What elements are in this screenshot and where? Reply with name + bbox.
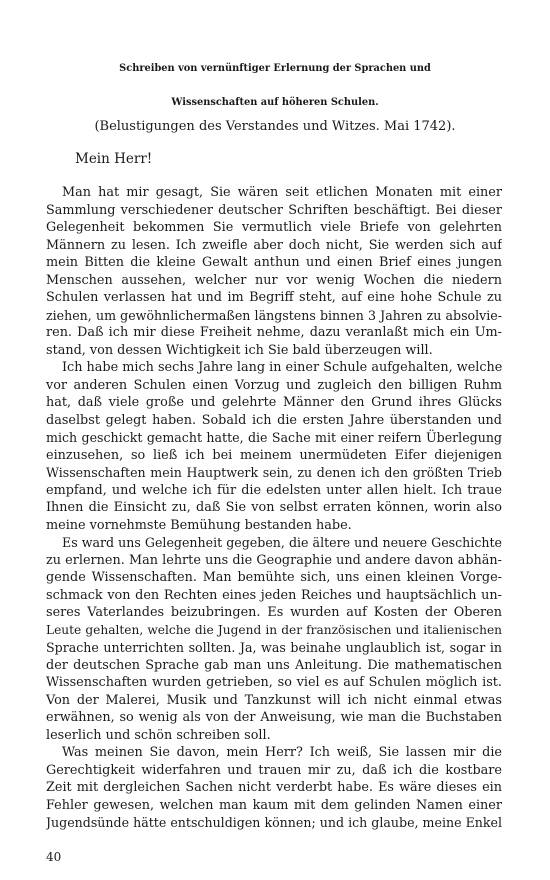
chapter-title-line-2: Wissenschaften auf höheren Schulen. xyxy=(171,97,379,108)
text-line: Menschen aussehen, welcher nur vor wenig Wochen die niedern xyxy=(46,272,502,288)
text-line: meine vornehmste Bemühung bestanden habe. xyxy=(46,517,352,533)
text-line: vor anderen Schulen einen Vorzug und zugleich den billigen Ruhm xyxy=(46,377,502,393)
text-line: empfand, und welche ich für die edelsten unter allen hielt. Ich traue xyxy=(46,482,502,498)
text-line: Von der Malerei, Musik und Tanzkunst will ich nicht einmal etwas xyxy=(46,692,502,708)
text-line: ziehen, um gewöhnlichermaßen längstens binnen 3 Jahren zu absolvie- xyxy=(46,307,502,323)
text-line: Leute gehalten, welche die Jugend in der französischen und italienischen xyxy=(46,622,502,637)
text-line: Gerechtigkeit widerfahren und trauen mir zu, daß ich die kostbare xyxy=(46,762,502,778)
source-citation: (Belustigungen des Verstandes und Witzes. Mai 1742). xyxy=(94,119,456,134)
text-line: Ich habe mich sechs Jahre lang in einer Schule aufgehalten, welche xyxy=(62,360,502,375)
text-line: Sammlung verschiedener deutscher Schriften beschäftigt. Bei dieser xyxy=(46,202,502,218)
text-line: Sprache unterrichten sollten. Ja, was beinahe unglaublich ist, sogar in xyxy=(46,640,502,655)
text-line: stand, von dessen Wichtigkeit ich Sie bald überzeugen will. xyxy=(46,342,433,358)
text-line: zu erlernen. Man lehrte uns die Geographie und andere davon abhän- xyxy=(46,552,502,568)
text-line: der deutschen Sprache gab man uns Anleitung. Die mathematischen xyxy=(46,657,502,673)
text-line: Wissenschaften wurden getrieben, so viel es auf Schulen möglich ist. xyxy=(46,675,502,690)
text-line: hat, daß viele große und gelehrte Männer den Grund ihres Glücks xyxy=(46,395,502,410)
text-line: Ihnen die Einsicht zu, daß Sie von selbst erraten können, worin also xyxy=(46,500,502,515)
text-line: Zeit mit dergleichen Sachen nicht verderbt habe. Es wäre dieses ein xyxy=(46,780,502,795)
text-line: gende Wissenschaften. Man bemühte sich, uns einen kleinen Vorge- xyxy=(46,570,502,585)
text-line: Wissenschaften mein Hauptwerk sein, zu denen ich den größten Trieb xyxy=(46,465,502,480)
text-line: Gelegenheit bekommen Sie vermutlich viele Briefe von gelehrten xyxy=(46,220,502,235)
letter-body xyxy=(46,184,502,832)
text-line: ren. Daß ich mir diese Freiheit nehme, dazu veranlaßt mich ein Um- xyxy=(46,325,502,340)
text-line: Es ward uns Gelegenheit gegeben, die ältere und neuere Geschichte xyxy=(62,535,502,550)
text-line: schmack von den Rechten eines jeden Reiches und hauptsächlich un- xyxy=(46,587,502,603)
text-line: leserlich und schön schreiben soll. xyxy=(46,727,271,743)
salutation: Mein Herr! xyxy=(75,151,153,167)
text-line: daselbst gelegt haben. Sobald ich die ersten Jahre überstanden und xyxy=(46,412,502,428)
text-line: Männern zu lesen. Ich zweifle aber doch nicht, Sie werden sich auf xyxy=(46,237,502,253)
chapter-title-line-1: Schreiben von vernünftiger Erlernung der Sprachen und xyxy=(119,63,431,74)
text-line: seres Vaterlandes beizubringen. Es wurden auf Kosten der Oberen xyxy=(46,605,502,620)
text-line: mich geschickt gemacht hatte, die Sache mit einer reifern Überlegung xyxy=(46,430,502,445)
text-line: einzusehen, so ließ ich bei meinem unermüdeten Eifer diejenigen xyxy=(46,447,502,463)
text-line: Jugendsünde hätte entschuldigen können; und ich glaube, meine Enkel xyxy=(46,815,502,830)
text-line: Fehler gewesen, welchen man kaum mit dem gelinden Namen einer xyxy=(46,797,502,813)
text-line: Man hat mir gesagt, Sie wären seit etlichen Monaten mit einer xyxy=(62,185,502,200)
text-line: Was meinen Sie davon, mein Herr? Ich weiß, Sie lassen mir die xyxy=(62,745,502,760)
text-line: erwähnen, so wenig als von der Anweisung, wie man die Buchstaben xyxy=(46,710,502,725)
text-line: mein Bitten die kleine Gewalt anthun und einen Brief eines jungen xyxy=(46,255,502,270)
text-line: Schulen verlassen hat und im Begriff steht, auf eine hohe Schule zu xyxy=(46,290,502,305)
page-number: 40 xyxy=(46,850,62,864)
